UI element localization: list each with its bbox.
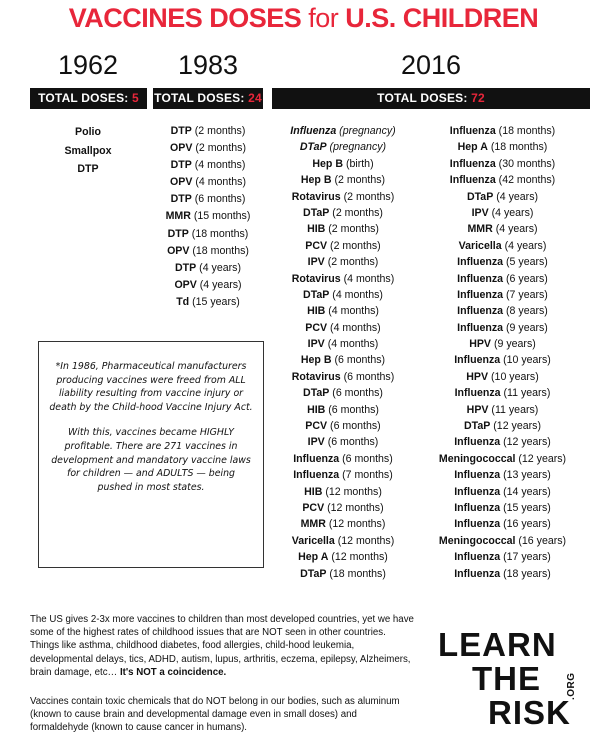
vaccine-name: Influenza (454, 501, 501, 514)
vaccine-timing: (2 months) (327, 256, 379, 269)
vaccine-name: DTaP (300, 567, 327, 580)
vaccine-dose-item (272, 385, 414, 401)
vaccine-list-2016-b (425, 123, 580, 582)
vaccine-timing: (10 years) (491, 370, 539, 383)
vaccine-name: IPV (471, 206, 489, 219)
vaccine-dose-item (425, 484, 580, 500)
vaccine-dose-item (272, 352, 414, 368)
vaccine-dose-item (272, 303, 414, 319)
vaccine-name: Polio (75, 126, 101, 138)
vaccine-timing: (10 years) (503, 354, 551, 367)
year-1983: 1983 (177, 50, 239, 80)
vaccine-name: DTaP (303, 288, 330, 301)
vaccine-timing: (16 years) (518, 534, 567, 547)
vaccine-timing: (2 months) (332, 206, 383, 219)
vaccine-dose-item (272, 205, 414, 221)
vaccine-dose-item (425, 566, 580, 582)
vaccine-name: Rotavirus (291, 272, 341, 285)
vaccine-timing: (4 years) (496, 190, 539, 203)
vaccine-timing: (5 years) (506, 256, 548, 269)
year-2016: 2016 (400, 50, 462, 80)
vaccine-name: Hep A (457, 141, 488, 154)
vaccine-name: Rotavirus (291, 190, 341, 203)
vaccine-dose-item (272, 549, 414, 565)
vaccine-dose-item (272, 221, 414, 237)
vaccine-dose-item (272, 402, 414, 418)
vaccine-name: Hep A (298, 551, 329, 564)
vaccine-timing: (18 years) (503, 567, 551, 580)
vaccine-dose-item (272, 189, 414, 205)
vaccine-name: IPV (307, 338, 325, 351)
vaccine-timing: (18 months) (490, 141, 548, 154)
vaccine-name: Influenza (454, 551, 501, 564)
vaccine-name: HIB (307, 305, 326, 318)
vaccine-timing: (11 years) (491, 403, 539, 416)
vaccine-timing: (7 months) (342, 469, 393, 482)
vaccine-timing: (7 years) (506, 288, 548, 301)
vaccine-dose-item (425, 500, 580, 516)
vaccine-dose-item (425, 467, 580, 483)
vaccine-dose-item (153, 123, 263, 140)
vaccine-timing: (2 months) (334, 174, 386, 187)
vaccine-dose-item (272, 434, 414, 450)
vaccine-dose-item (272, 566, 414, 582)
vaccine-name: Influenza (454, 485, 501, 498)
vaccine-name: Smallpox (64, 144, 112, 157)
vaccine-timing: (12 years) (518, 452, 567, 465)
vaccine-dose-item (272, 484, 414, 500)
vaccine-name: DTaP (299, 141, 327, 154)
vaccine-dose-item (425, 516, 580, 532)
vaccine-timing: (4 years) (504, 239, 547, 252)
vaccine-name: HIB (307, 223, 326, 236)
vaccine-dose-item (272, 320, 414, 336)
vaccine-name: Influenza (293, 452, 340, 465)
vaccine-dose-item (425, 533, 580, 549)
vaccine-timing: (12 years) (503, 436, 551, 449)
vaccine-name: Influenza (454, 354, 501, 367)
vaccine-timing: (6 months) (343, 370, 395, 383)
vaccine-name: Influenza (454, 436, 501, 449)
vaccine-dose-item (38, 142, 138, 161)
title-part3: U.S. CHILDREN (345, 3, 539, 33)
vaccine-dose-item (153, 243, 263, 260)
vaccine-dose-item (153, 294, 263, 311)
vaccine-name: Hep B (300, 174, 332, 187)
vaccine-name: DTP (77, 163, 99, 175)
vaccine-dose-item (425, 434, 580, 450)
vaccine-name: Influenza (457, 256, 504, 269)
vaccine-dose-item (153, 140, 263, 157)
vaccine-timing: (2 months) (328, 223, 379, 236)
vaccine-timing: (12 months) (328, 518, 386, 531)
vaccine-name: Influenza (449, 174, 496, 187)
liability-note-box (38, 341, 264, 568)
vaccine-name: DTP (167, 227, 189, 240)
vaccine-name: Influenza (290, 125, 337, 137)
vaccine-dose-item (425, 369, 580, 385)
logo-suffix: .ORG (566, 672, 577, 700)
total-label: TOTAL DOSES: (38, 91, 129, 105)
vaccine-timing: (4 months) (327, 338, 379, 351)
vaccine-name: DTP (175, 261, 197, 274)
vaccine-dose-item (272, 336, 414, 352)
vaccine-name: Influenza (449, 157, 496, 170)
body-paragraph-1-emphasis: It's NOT a coincidence. (119, 666, 227, 678)
vaccine-timing: (4 months) (195, 176, 246, 189)
page-title (0, 3, 607, 34)
vaccine-name: PCV (305, 239, 328, 252)
vaccine-dose-item (425, 352, 580, 368)
vaccine-dose-item (425, 238, 580, 254)
vaccine-dose-item (425, 418, 580, 434)
vaccine-name: Influenza (454, 518, 501, 531)
vaccine-name: MMR (467, 223, 493, 236)
vaccine-timing: (15 years) (503, 501, 551, 514)
vaccine-timing: (6 months) (327, 436, 379, 449)
year-1962: 1962 (57, 50, 119, 80)
total-number: 24 (248, 91, 262, 105)
vaccine-name: HPV (466, 403, 489, 416)
vaccine-name: Influenza (454, 567, 501, 580)
vaccine-name: PCV (305, 420, 328, 433)
vaccine-name: Varicella (458, 239, 502, 252)
vaccine-dose-item (272, 500, 414, 516)
vaccine-name: Influenza (454, 387, 501, 400)
vaccine-dose-item (425, 254, 580, 270)
vaccine-name: DTaP (466, 190, 494, 203)
vaccine-name: Td (176, 295, 190, 308)
vaccine-timing: (17 years) (503, 551, 551, 564)
vaccine-name: DTaP (303, 387, 330, 400)
vaccine-name: Influenza (457, 321, 504, 334)
vaccine-timing: (4 months) (328, 305, 379, 318)
vaccine-dose-item (425, 189, 580, 205)
vaccine-dose-item (272, 123, 414, 139)
vaccine-dose-item (272, 156, 414, 172)
vaccine-timing: (12 months) (325, 485, 382, 498)
total-number: 5 (132, 91, 139, 105)
logo-line-2: THE (472, 660, 541, 697)
logo-line-3: RISK (488, 694, 571, 731)
vaccine-dose-item (425, 271, 580, 287)
vaccine-dose-item (153, 226, 263, 243)
vaccine-dose-item (272, 533, 414, 549)
vaccine-timing: (18 months) (498, 125, 556, 137)
vaccine-timing: (6 months) (342, 452, 393, 465)
vaccine-timing: (12 months) (331, 551, 388, 564)
vaccine-dose-item (272, 418, 414, 434)
vaccine-timing: (9 years) (493, 338, 536, 351)
vaccine-timing: (4 months) (332, 288, 383, 301)
total-label: TOTAL DOSES: (154, 91, 245, 105)
vaccine-name: Meningococcal (438, 534, 516, 547)
vaccine-dose-item (425, 139, 580, 155)
vaccine-dose-item (425, 320, 580, 336)
vaccine-name: HPV (466, 370, 489, 383)
vaccine-timing: (11 years) (503, 387, 551, 400)
vaccine-list-1983 (153, 123, 263, 311)
total-doses-1983 (153, 88, 263, 109)
vaccine-name: OPV (174, 278, 197, 291)
vaccine-name: PCV (305, 321, 328, 334)
vaccine-name: OPV (170, 176, 193, 189)
vaccine-dose-item (425, 402, 580, 418)
total-number: 72 (471, 91, 485, 105)
vaccine-timing: (30 months) (498, 157, 556, 170)
vaccine-timing: (12 months) (337, 534, 395, 547)
title-part2: for (308, 3, 339, 33)
vaccine-dose-item (153, 277, 263, 294)
vaccine-name: PCV (302, 501, 325, 514)
vaccine-name: DTaP (464, 420, 491, 433)
vaccine-name: HIB (307, 403, 326, 416)
vaccine-name: Influenza (457, 305, 504, 318)
title-part1: VACCINES DOSES (68, 3, 302, 33)
vaccine-name: DTaP (303, 206, 330, 219)
vaccine-name: DTP (170, 193, 192, 206)
vaccine-name: IPV (307, 256, 325, 269)
vaccine-timing: (12 months) (327, 501, 384, 514)
vaccine-timing: (6 months) (194, 193, 246, 206)
vaccine-dose-item (425, 172, 580, 188)
vaccine-dose-item (272, 516, 414, 532)
vaccine-timing: (4 months) (194, 159, 246, 172)
vaccine-timing: (18 months) (329, 567, 386, 580)
body-paragraph-1 (30, 613, 415, 679)
vaccine-name: OPV (167, 244, 190, 257)
vaccine-name: Influenza (457, 288, 504, 301)
vaccine-timing: (birth) (345, 157, 374, 170)
note-paragraph-2: With this, vaccines became HIGHLY profitable. There are 271 vaccines in development and mandatory vaccine laws for children — and ADULTS — being pushed in most states. (51, 427, 251, 493)
vaccine-name: Influenza (293, 469, 340, 482)
vaccine-dose-item (425, 385, 580, 401)
vaccine-timing: (6 years) (506, 272, 548, 285)
vaccine-dose-item (425, 221, 580, 237)
vaccine-dose-item (425, 205, 580, 221)
vaccine-name: HPV (469, 338, 492, 351)
note-paragraph-1: *In 1986, Pharmaceutical manufacturers producing vaccines were freed from ALL liability resulting from vaccine injury or death by the Child-hood Vaccine Injury Act. (49, 361, 253, 413)
vaccine-dose-item (425, 123, 580, 139)
vaccine-timing: (15 months) (193, 210, 251, 223)
vaccine-timing: (pregnancy) (329, 141, 387, 154)
vaccine-dose-item (153, 157, 263, 174)
vaccine-timing: (pregnancy) (339, 125, 396, 137)
vaccine-name: Influenza (454, 469, 501, 482)
vaccine-name: Meningococcal (438, 452, 516, 465)
vaccine-timing: (6 months) (332, 387, 383, 400)
vaccine-dose-item (272, 139, 414, 155)
learn-the-risk-logo (432, 628, 582, 730)
vaccine-timing: (8 years) (506, 305, 548, 318)
vaccine-name: MMR (300, 518, 326, 531)
total-doses-1962 (30, 88, 147, 109)
vaccine-dose-item (38, 160, 138, 179)
vaccine-timing: (18 months) (192, 244, 249, 257)
vaccine-timing: (6 months) (334, 354, 386, 367)
vaccine-dose-item (153, 260, 263, 277)
vaccine-timing: (2 months) (343, 190, 395, 203)
logo-line-1: LEARN (438, 626, 557, 663)
vaccine-timing: (4 months) (330, 321, 381, 334)
vaccine-name: IPV (307, 436, 325, 449)
vaccine-name: Hep B (300, 354, 332, 367)
vaccine-timing: (12 years) (493, 420, 541, 433)
vaccine-dose-item (38, 123, 138, 142)
vaccine-timing: (2 months) (195, 142, 246, 155)
vaccine-timing: (4 years) (495, 223, 538, 236)
vaccine-dose-item (425, 156, 580, 172)
vaccine-name: OPV (170, 142, 193, 155)
vaccine-dose-item (272, 238, 414, 254)
vaccine-name: Varicella (291, 534, 335, 547)
vaccine-name: Rotavirus (291, 370, 341, 383)
vaccine-list-1962 (38, 123, 138, 179)
vaccine-timing: (13 years) (503, 469, 551, 482)
vaccine-name: DTP (170, 125, 192, 137)
vaccine-name: MMR (165, 210, 191, 223)
vaccine-dose-item (272, 369, 414, 385)
vaccine-timing: (4 years) (199, 261, 241, 274)
vaccine-dose-item (153, 174, 263, 191)
vaccine-timing: (16 years) (503, 518, 551, 531)
vaccine-dose-item (272, 172, 414, 188)
total-label: TOTAL DOSES: (377, 91, 468, 105)
vaccine-dose-item (272, 467, 414, 483)
body-paragraph-1-text: The US gives 2-3x more vaccines to children than most developed countries, yet we have some of the highest rates of childhood issues that are NOT seen in other countries. Things like asthma, childhood diabetes, food allergies, child-hood leukemia, developmental delays, tics, ADHD, autism, lupus, arthritis, eczema, epilepsy, Alzheimers, brain damage, etc… (30, 614, 414, 678)
vaccine-dose-item (425, 336, 580, 352)
vaccine-dose-item (272, 271, 414, 287)
vaccine-dose-item (272, 451, 414, 467)
vaccine-dose-item (425, 287, 580, 303)
vaccine-dose-item (153, 208, 263, 225)
vaccine-dose-item (425, 549, 580, 565)
vaccine-timing: (6 months) (328, 403, 379, 416)
vaccine-dose-item (272, 254, 414, 270)
vaccine-name: Hep B (312, 157, 343, 170)
vaccine-dose-item (425, 303, 580, 319)
vaccine-dose-item (425, 451, 580, 467)
vaccine-name: DTP (170, 159, 192, 172)
vaccine-name: HIB (304, 485, 323, 498)
vaccine-timing: (4 years) (199, 278, 242, 291)
vaccine-timing: (4 months) (343, 272, 395, 285)
vaccine-timing: (4 years) (491, 206, 534, 219)
vaccine-list-2016-a (272, 123, 414, 582)
vaccine-timing: (2 months) (194, 125, 246, 137)
vaccine-name: Influenza (449, 125, 496, 137)
vaccine-dose-item (153, 191, 263, 208)
vaccine-timing: (2 months) (330, 239, 381, 252)
vaccine-dose-item (272, 287, 414, 303)
vaccine-timing: (6 months) (330, 420, 381, 433)
vaccine-timing: (9 years) (506, 321, 548, 334)
vaccine-timing: (42 months) (498, 174, 556, 187)
body-paragraph-2: Vaccines contain toxic chemicals that do NOT belong in our bodies, such as aluminum (known to cause brain and developmental damage even in small doses) and formaldehyde (known to cause cancer in humans). (30, 696, 400, 734)
total-doses-2016 (272, 88, 590, 109)
vaccine-timing: (18 months) (191, 227, 249, 240)
vaccine-timing: (15 years) (192, 295, 240, 308)
vaccine-name: Influenza (457, 272, 504, 285)
vaccine-timing: (14 years) (503, 485, 551, 498)
